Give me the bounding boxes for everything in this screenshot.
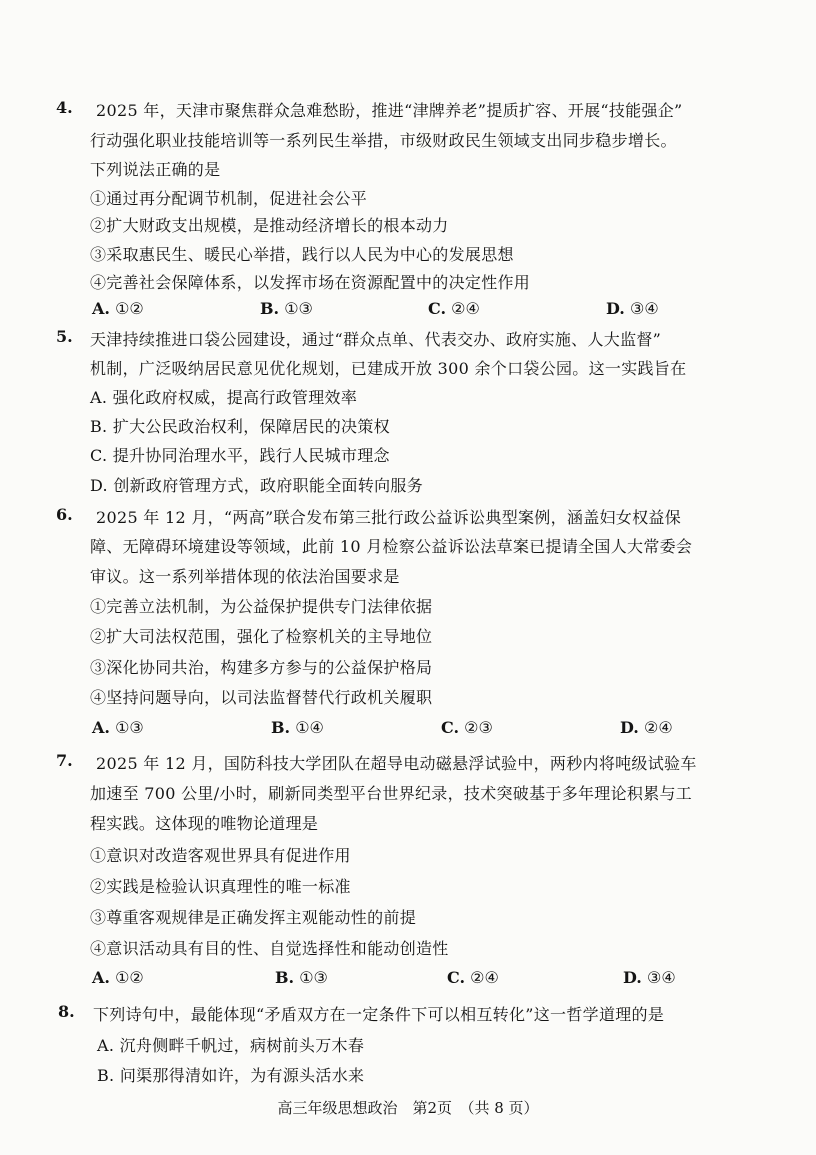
option-d: D. ③④ xyxy=(623,968,676,987)
question-stem: 2025 年 12 月，“两高”联合发布第三批行政公益诉讼典型案例，涵盖妇女权益保 xyxy=(96,508,681,527)
question-number: 4. xyxy=(56,98,73,117)
question-stem: 天津持续推进口袋公园建设，通过“群众点单、代表交办、政府实施、人大监督” xyxy=(90,330,662,349)
statement-4: ④意识活动具有目的性、自觉选择性和能动创造性 xyxy=(90,939,449,958)
statement-1: ①意识对改造客观世界具有促进作用 xyxy=(90,846,351,865)
option-c: C. ②④ xyxy=(447,968,499,987)
statement-3: ③采取惠民生、暖民心举措，践行以人民为中心的发展思想 xyxy=(90,245,514,264)
option-a: A. ①② xyxy=(92,968,144,987)
question-stem: 2025 年，天津市聚焦群众急难愁盼，推进“津牌养老”提质扩容、开展“技能强企” xyxy=(96,101,683,120)
option-d: D. 创新政府管理方式，政府职能全面转向服务 xyxy=(90,476,424,495)
statement-3: ③尊重客观规律是正确发挥主观能动性的前提 xyxy=(90,908,417,927)
option-a: A. ①③ xyxy=(92,718,144,737)
statement-4: ④完善社会保障体系，以发挥市场在资源配置中的决定性作用 xyxy=(90,273,531,292)
question-stem: 审议。这一系列举措体现的依法治国要求是 xyxy=(90,567,400,586)
question-stem: 障、无障碍环境建设等领域，此前 10 月检察公益诉讼法草案已提请全国人大常委会 xyxy=(90,537,693,556)
option-b: B. 扩大公民政治权利，保障居民的决策权 xyxy=(90,417,390,436)
option-b: B. ①③ xyxy=(275,968,328,987)
statement-2: ②扩大司法权范围，强化了检察机关的主导地位 xyxy=(90,627,433,646)
page-footer: 高三年级思想政治 第2页 （共 8 页） xyxy=(277,1099,539,1117)
question-stem: 2025 年 12 月，国防科技大学团队在超导电动磁悬浮试验中，两秒内将吨级试验车 xyxy=(96,754,697,773)
question-stem: 程实践。这体现的唯物论道理是 xyxy=(90,814,319,833)
statement-2: ②实践是检验认识真理性的唯一标准 xyxy=(90,877,351,896)
question-stem: 加速至 700 公里/小时，刷新同类型平台世界纪录，技术突破基于多年理论积累与工 xyxy=(90,784,693,803)
statement-2: ②扩大财政支出规模，是推动经济增长的根本动力 xyxy=(90,216,449,235)
question-stem: 下列诗句中，最能体现“矛盾双方在一定条件下可以相互转化”这一哲学道理的是 xyxy=(93,1005,665,1024)
statement-1: ①完善立法机制，为公益保护提供专门法律依据 xyxy=(90,597,433,616)
option-a: A. 沉舟侧畔千帆过，病树前头万木春 xyxy=(97,1036,365,1055)
statement-4: ④坚持问题导向，以司法监督替代行政机关履职 xyxy=(90,688,433,707)
statement-3: ③深化协同共治，构建多方参与的公益保护格局 xyxy=(90,658,433,677)
option-c: C. ②③ xyxy=(441,718,493,737)
option-b: B. ①③ xyxy=(260,299,313,318)
option-c: C. ②④ xyxy=(428,299,480,318)
option-a: A. 强化政府权威，提高行政管理效率 xyxy=(90,388,358,407)
option-d: D. ③④ xyxy=(606,299,659,318)
option-b: B. ①④ xyxy=(271,718,324,737)
question-stem: 行动强化职业技能培训等一系列民生举措，市级财政民生领域支出同步稳步增长。 xyxy=(90,131,677,150)
question-number: 5. xyxy=(56,327,73,346)
question-number: 7. xyxy=(56,751,73,770)
question-number: 6. xyxy=(56,505,73,524)
option-d: D. ②④ xyxy=(620,718,673,737)
question-number: 8. xyxy=(58,1002,75,1021)
question-stem: 下列说法正确的是 xyxy=(90,160,221,179)
question-stem: 机制，广泛吸纳居民意见优化规划，已建成开放 300 余个口袋公园。这一实践旨在 xyxy=(90,359,687,378)
option-b: B. 问渠那得清如许，为有源头活水来 xyxy=(97,1066,365,1085)
statement-1: ①通过再分配调节机制，促进社会公平 xyxy=(90,189,368,208)
option-c: C. 提升协同治理水平，践行人民城市理念 xyxy=(90,446,390,465)
option-a: A. ①② xyxy=(92,299,144,318)
